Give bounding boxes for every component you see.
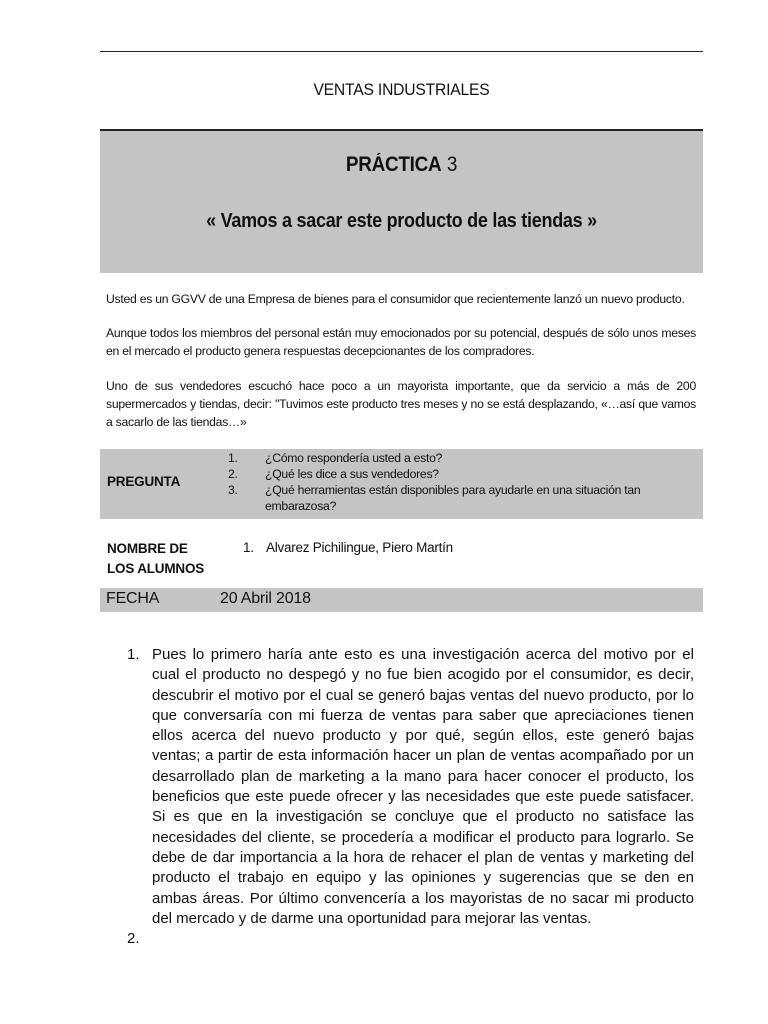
- question-number: 3.: [228, 483, 238, 497]
- answer-text: Pues lo primero haría ante esto es una investigación acerca del motivo por el cual el producto no despegó y no fue bien acogido por el consumidor, es decir, descubrir el motivo por el cual se generó bajas ventas del nuevo producto, por lo que conversaría con mi fuerza de ventas para saber que apreciaciones tienen ellos acerca del nuevo producto y por qué, según ellos, este generó bajas ventas; a partir de esta información hacer un plan de ventas acompañado por un desarrollado plan de marketing a la mano para hacer conocer el producto, los beneficios que este puede ofrecer y las necesidades que este puede satisfacer. Si es que en la investigación se concluye que el producto no satisface las necesidades del cliente, se procedería a modificar el producto para lograrlo. Se debe de dar importancia a la hora de rehacer el plan de ventas y marketing del producto el trabajo en equipo y las opiniones y sugerencias que se den en ambas áreas. Por último convencería a los mayoristas de no sacar mi producto del mercado y de darme una oportunidad para mejorar las ventas.: [152, 646, 694, 927]
- question-list: [228, 450, 688, 514]
- practice-subtitle: « Vamos a sacar este producto de las tiendas »: [206, 210, 597, 232]
- student-number: 1.: [243, 540, 254, 555]
- question-row: [100, 449, 703, 519]
- answer-item: [124, 929, 694, 949]
- answer-number: 1.: [127, 646, 140, 663]
- answer-number: 2.: [127, 930, 140, 948]
- practice-number: 3: [446, 153, 458, 176]
- answer-list: [124, 645, 694, 949]
- question-item: [228, 450, 688, 466]
- intro-paragraph-1: Usted es un GGVV de una Empresa de bienes para el consumidor que recientemente lanzó un nuevo producto.: [106, 292, 685, 306]
- student-item: [243, 539, 453, 557]
- top-rule: [100, 51, 703, 52]
- intro-paragraph-2: Aunque todos los miembros del personal están muy emocionados por su potencial, después de sólo unos meses en el mercado el producto genera respuestas decepcionantes de los compradores.: [106, 326, 696, 358]
- question-item: [228, 466, 688, 482]
- question-number: 1.: [228, 451, 238, 465]
- students-label: NOMBRE DE LOS ALUMNOS: [107, 541, 205, 576]
- question-text: ¿Cómo respondería usted a esto?: [265, 451, 443, 465]
- course-title: VENTAS INDUSTRIALES: [313, 80, 490, 99]
- students-list: [243, 539, 453, 557]
- question-label: PREGUNTA: [107, 474, 181, 489]
- answer-text: [152, 930, 156, 947]
- date-row: [100, 588, 703, 612]
- practice-heading: [130, 153, 673, 177]
- date-label: FECHA: [106, 590, 160, 607]
- date-value: 20 Abril 2018: [220, 590, 311, 607]
- title-box: [100, 129, 703, 273]
- student-name: Alvarez Pichilingue, Piero Martín: [266, 540, 453, 555]
- question-text: ¿Qué les dice a sus vendedores?: [265, 467, 439, 481]
- question-text: ¿Qué herramientas están disponibles para ayudarle en una situación tan embarazosa?: [265, 483, 641, 513]
- practice-label: PRÁCTICA: [345, 153, 442, 176]
- intro-paragraph-3: Uno de sus vendedores escuchó hace poco a un mayorista importante, que da servicio a más de 200 supermercados y tiendas, decir: "Tuvimos este producto tres meses y no se está desplazando, «…así que vamos a sacarlo de las tiendas…»: [106, 379, 696, 429]
- question-number: 2.: [228, 467, 238, 481]
- answer-item: [124, 645, 694, 929]
- question-item: [228, 482, 688, 514]
